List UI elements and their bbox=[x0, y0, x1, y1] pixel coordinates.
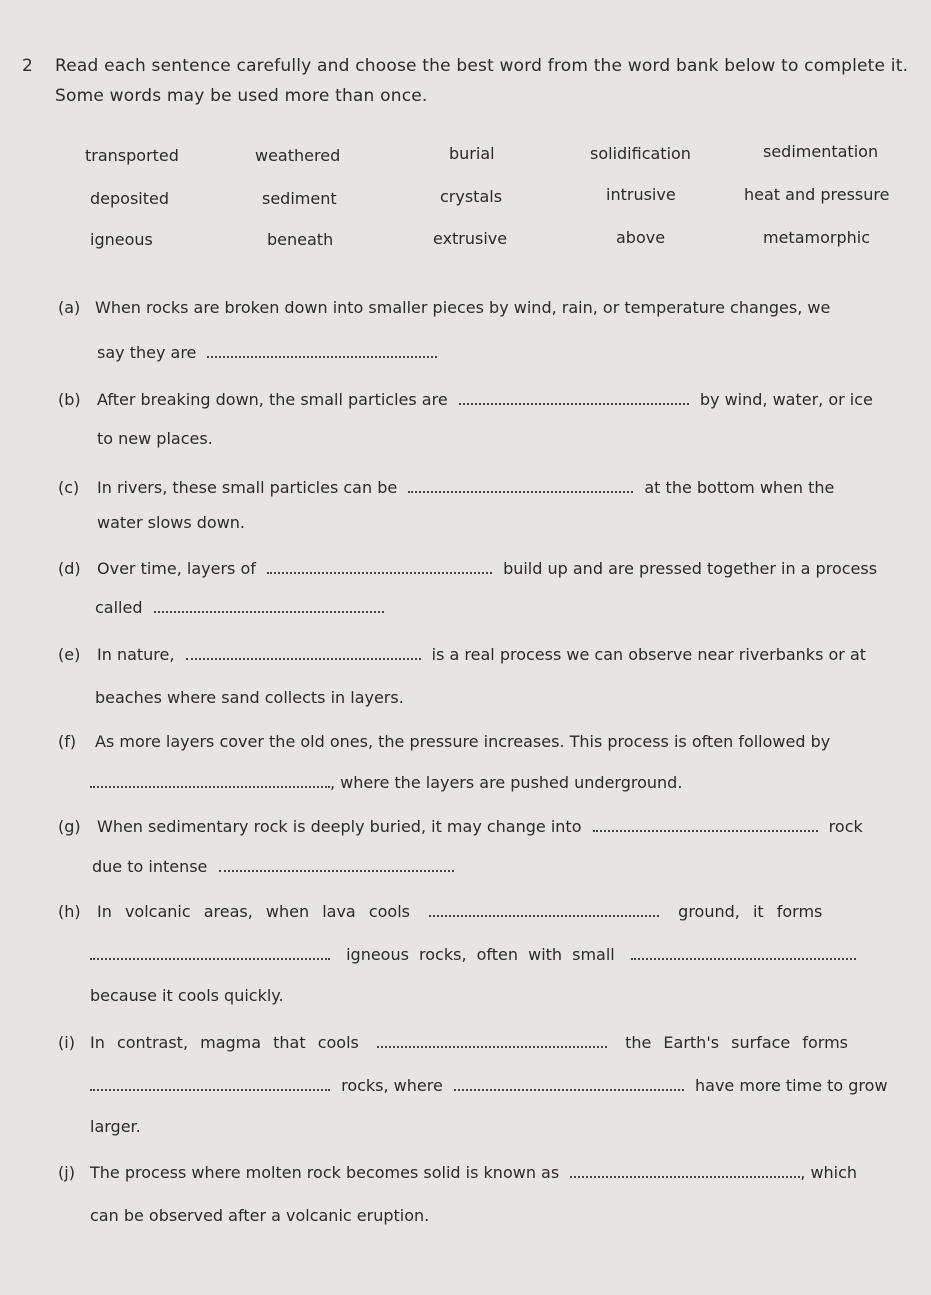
word-bank-item: igneous bbox=[90, 230, 153, 249]
question-h-line-3: because it cools quickly. bbox=[90, 986, 284, 1005]
question-e-label: (e) bbox=[58, 645, 81, 664]
question-h-line-1: In volcanic areas, when lava cools ground, it forms bbox=[97, 902, 823, 921]
instruction-line-2: Some words may be used more than once. bbox=[55, 86, 428, 106]
answer-blank[interactable] bbox=[429, 903, 659, 917]
answer-blank[interactable] bbox=[90, 1077, 330, 1091]
question-j-label: (j) bbox=[58, 1163, 75, 1182]
question-j-line-2: can be observed after a volcanic eruption. bbox=[90, 1206, 430, 1225]
answer-blank[interactable] bbox=[570, 1164, 800, 1178]
question-e-line-2: beaches where sand collects in layers. bbox=[95, 688, 404, 707]
question-number: 2 bbox=[22, 56, 34, 76]
answer-blank[interactable] bbox=[90, 946, 330, 960]
question-f-line-1: As more layers cover the old ones, the pressure increases. This process is often followed by bbox=[95, 732, 831, 751]
word-bank-item: above bbox=[616, 228, 666, 247]
word-bank-item: transported bbox=[85, 146, 179, 165]
answer-blank[interactable] bbox=[219, 858, 454, 872]
answer-blank[interactable] bbox=[90, 774, 330, 788]
question-b-line-1: After breaking down, the small particles are by wind, water, or ice bbox=[97, 390, 873, 409]
word-bank-item: solidification bbox=[590, 144, 691, 163]
word-bank-item: sedimentation bbox=[763, 142, 879, 161]
question-g-line-2: due to intense bbox=[92, 857, 454, 876]
question-e-line-1: In nature, is a real process we can observe near riverbanks or at bbox=[97, 645, 867, 664]
answer-blank[interactable] bbox=[377, 1034, 607, 1048]
question-d-label: (d) bbox=[58, 559, 81, 578]
question-a-line-2: say they are bbox=[97, 343, 437, 362]
question-d-line-1: Over time, layers of build up and are pressed together in a process bbox=[97, 559, 878, 578]
word-bank-item: intrusive bbox=[606, 185, 676, 204]
question-c-line-1: In rivers, these small particles can be at the bottom when the bbox=[97, 478, 835, 497]
answer-blank[interactable] bbox=[154, 599, 384, 613]
question-c-label: (c) bbox=[58, 478, 80, 497]
answer-blank[interactable] bbox=[408, 479, 633, 493]
word-bank-item: sediment bbox=[262, 189, 337, 208]
question-f-label: (f) bbox=[58, 732, 77, 751]
answer-blank[interactable] bbox=[459, 391, 689, 405]
answer-blank[interactable] bbox=[186, 646, 421, 660]
question-i-line-3: larger. bbox=[90, 1117, 141, 1136]
answer-blank[interactable] bbox=[207, 344, 437, 358]
question-i-line-2: rocks, where have more time to grow bbox=[90, 1076, 888, 1095]
question-a-label: (a) bbox=[58, 298, 81, 317]
word-bank-item: heat and pressure bbox=[744, 185, 890, 204]
word-bank-item: crystals bbox=[440, 187, 503, 206]
answer-blank[interactable] bbox=[631, 946, 856, 960]
question-d-line-2: called bbox=[95, 598, 384, 617]
question-g-label: (g) bbox=[58, 817, 81, 836]
question-i-label: (i) bbox=[58, 1033, 75, 1052]
word-bank-item: beneath bbox=[267, 230, 334, 249]
word-bank-item: extrusive bbox=[433, 229, 508, 248]
question-c-line-2: water slows down. bbox=[97, 513, 246, 532]
question-h-line-2: igneous rocks, often with small bbox=[90, 945, 856, 964]
question-i-line-1: In contrast, magma that cools the Earth's surface forms bbox=[90, 1033, 848, 1052]
question-g-line-1: When sedimentary rock is deeply buried, it may change into rock bbox=[97, 817, 863, 836]
instruction-line-1: Read each sentence carefully and choose the best word from the word bank below to complete it. bbox=[55, 56, 909, 76]
question-b-label: (b) bbox=[58, 390, 81, 409]
answer-blank[interactable] bbox=[593, 818, 818, 832]
question-f-line-2: , where the layers are pushed underground. bbox=[90, 773, 682, 792]
question-b-line-2: to new places. bbox=[97, 429, 213, 448]
question-a-line-1: When rocks are broken down into smaller pieces by wind, rain, or temperature changes, we bbox=[95, 298, 831, 317]
answer-blank[interactable] bbox=[267, 560, 492, 574]
question-j-line-1: The process where molten rock becomes solid is known as , which bbox=[90, 1163, 858, 1182]
question-h-label: (h) bbox=[58, 902, 81, 921]
word-bank-item: deposited bbox=[90, 189, 169, 208]
word-bank-item: weathered bbox=[255, 146, 341, 165]
word-bank-item: metamorphic bbox=[763, 228, 870, 247]
word-bank-item: burial bbox=[449, 144, 495, 163]
answer-blank[interactable] bbox=[454, 1077, 684, 1091]
